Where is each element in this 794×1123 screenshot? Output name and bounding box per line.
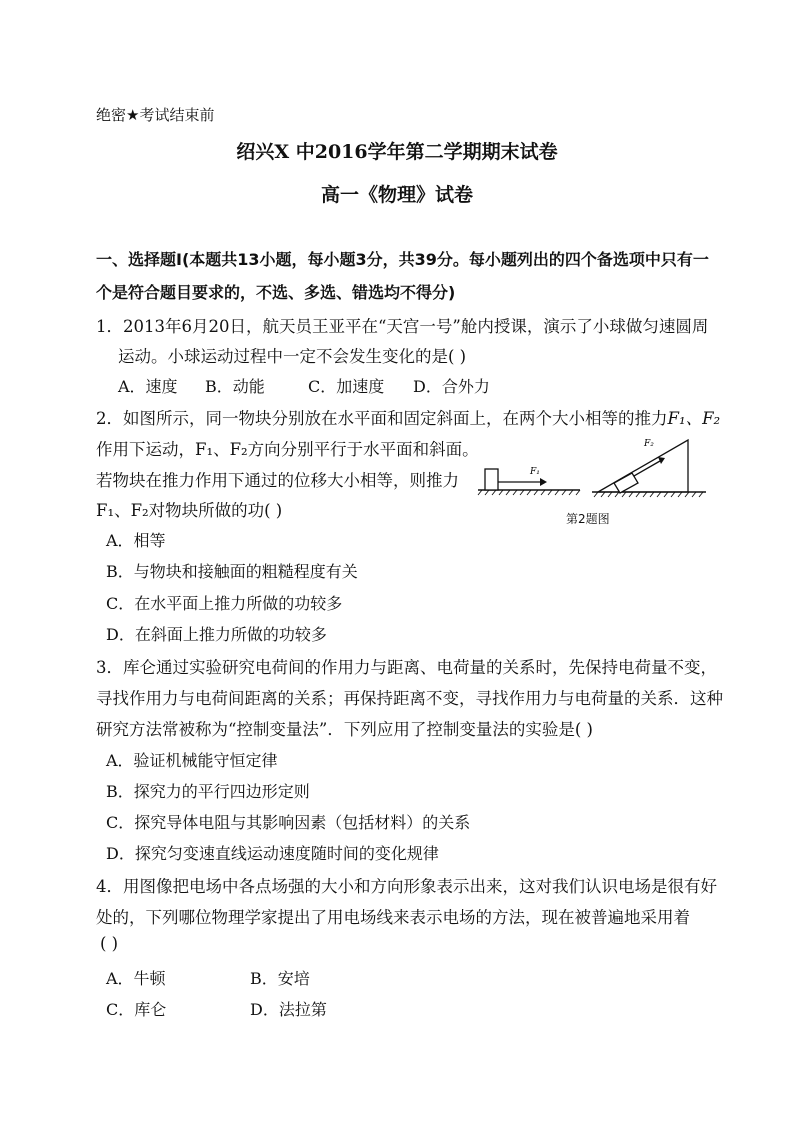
q1-option-b: B．动能 [205,377,265,396]
q2-stem-line1 [96,405,720,429]
q4-stem-line2: 处的，下列哪位物理学家提出了用电场线来表示电场的方法，现在被普遍地采用着 [96,908,690,927]
section1-heading-line1: 一、选择题I(本题共13小题，每小题3分，共39分。每小题列出的四个备选项中只有一 [96,250,709,269]
q2-stem-line2: 作用下运动，F₁、F₂方向分别平行于水平面和斜面。 [96,440,479,459]
exam-title: 绍兴X 中2016学年第二学期期末试卷 [236,141,558,163]
q4-stem-line1: 4．用图像把电场中各点场强的大小和方向形象表示出来，这对我们认识电场是很有好 [96,877,717,896]
q1-option-d: D．合外力 [413,377,490,396]
block-left [485,469,498,490]
q2-stem-line1-text: 2．如图所示，同一物块分别放在水平面和固定斜面上，在两个大小相等的推力 [96,409,668,428]
secret-label: 绝密★考试结束前 [96,106,215,124]
q3-option-d: D．探究匀变速直线运动速度随时间的变化规律 [106,844,439,863]
q2-forces-label: F₁、F₂ [667,409,721,428]
q1-stem-line1: 1．2013年6月20日，航天员王亚平在“天宫一号”舱内授课，演示了小球做匀速圆周 [96,317,709,336]
q1-option-a: A．速度 [118,377,178,396]
q4-option-b: B．安培 [250,969,310,988]
incline [598,440,688,492]
q4-option-c: C．库仑 [106,1000,167,1019]
q2-option-a: A．相等 [106,531,166,550]
q3-option-b: B．探究力的平行四边形定则 [106,782,310,801]
q1-option-c: C．加速度 [308,377,385,396]
f1-label: F₁ [530,467,540,477]
subject-title: 高一《物理》试卷 [320,184,473,206]
q4-option-d: D．法拉第 [250,1000,327,1019]
q2-option-c: C．在水平面上推力所做的功较多 [106,594,343,613]
q2-option-d: D．在斜面上推力所做的功较多 [106,625,327,644]
q4-stem-line3: ( ) [100,934,119,953]
q3-stem-line1: 3．库仑通过实验研究电荷间的作用力与距离、电荷量的关系时，先保持电荷量不变， [96,658,717,677]
section1-heading-line2: 个是符合题目要求的，不选、多选、错选均不得分) [96,283,456,302]
q1-stem-line2: 运动。小球运动过程中一定不会发生变化的是( ) [118,347,467,366]
q2-stem-line3: 若物块在推力作用下通过的位移大小相等，则推力 [96,471,459,490]
q3-option-c: C．探究导体电阻与其影响因素（包括材料）的关系 [106,813,471,832]
f2-label: F₂ [644,439,654,449]
q3-stem-line2: 寻找作用力与电荷间距离的关系；再保持距离不变，寻找作用力与电荷量的关系．这种 [96,689,723,708]
q2-option-b: B．与物块和接触面的粗糙程度有关 [106,562,358,581]
q4-option-a: A．牛顿 [106,969,166,988]
q3-stem-line3: 研究方法常被称为“控制变量法”．下列应用了控制变量法的实验是( ) [96,720,593,739]
q2-stem-line4: F₁、F₂对物块所做的功( ) [96,501,283,520]
figure-caption: 第2题图 [566,512,610,526]
q2-figure [474,432,710,524]
q3-option-a: A．验证机械能守恒定律 [106,751,278,770]
